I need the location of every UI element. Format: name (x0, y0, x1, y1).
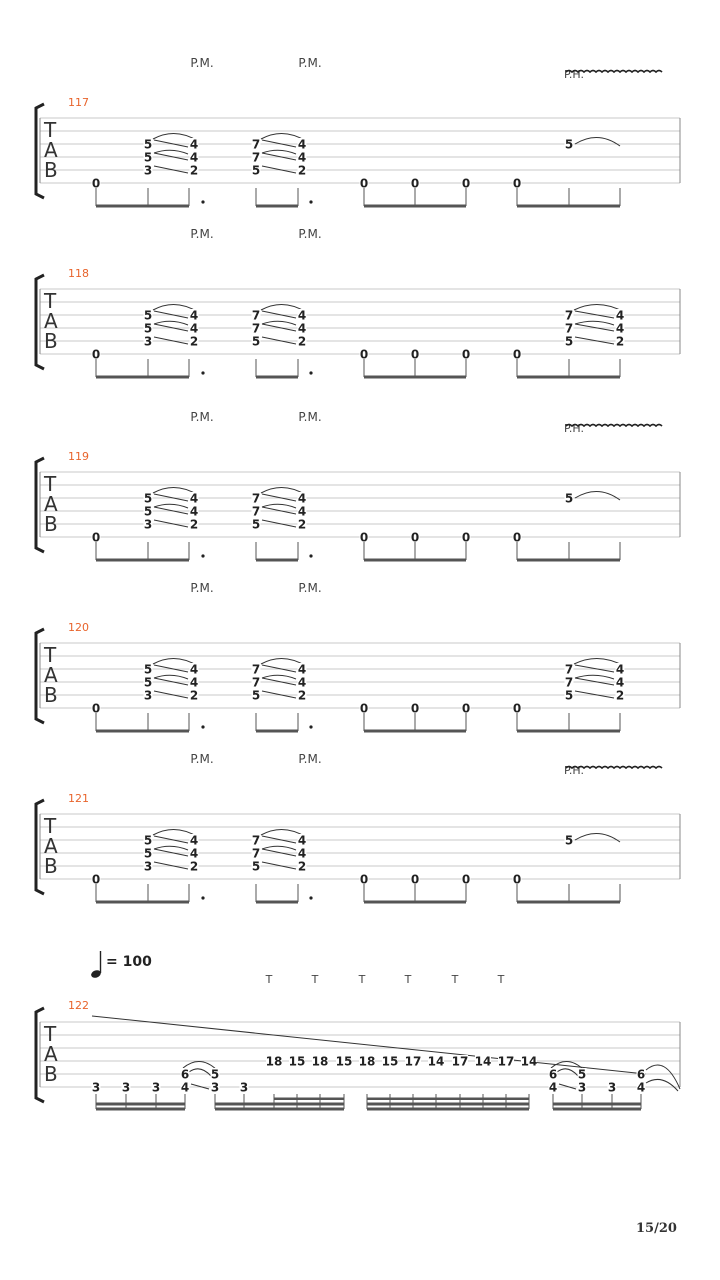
tie-arc (262, 150, 296, 154)
fret-number: 2 (189, 688, 199, 703)
fret-number: 15 (288, 1054, 306, 1069)
tie-arc (575, 321, 614, 325)
fret-number: 5 (564, 334, 574, 349)
beam (364, 205, 466, 208)
beam (256, 901, 298, 904)
rhythm-dot (201, 896, 204, 899)
pinch-harmonic-label: P.H. (564, 68, 584, 81)
fret-number: 0 (512, 530, 522, 545)
tap-label: T (358, 973, 366, 986)
fret-number: 3 (143, 688, 153, 703)
fret-number: 5 (577, 1067, 587, 1082)
fret-number: 4 (297, 321, 307, 336)
fret-number: 4 (548, 1080, 558, 1095)
fret-number: 3 (607, 1080, 617, 1095)
beam (256, 205, 298, 208)
rhythm-dot (201, 725, 204, 728)
tie-arc (154, 504, 188, 508)
fret-number: 0 (461, 701, 471, 716)
fret-number: 14 (520, 1054, 538, 1069)
tab-clef-letter: B (44, 683, 58, 707)
tab-clef-letter: A (44, 1042, 58, 1066)
fret-number: 3 (143, 163, 153, 178)
fret-number: 5 (210, 1067, 220, 1082)
fret-number: 6 (180, 1067, 190, 1082)
palm-mute-label: P.M. (298, 410, 322, 424)
fret-number: 7 (251, 308, 261, 323)
page-number: 15/20 (636, 1221, 677, 1236)
fret-number: 7 (251, 137, 261, 152)
rhythm-dot (201, 554, 204, 557)
fret-number: 0 (91, 347, 101, 362)
fret-number: 5 (143, 846, 153, 861)
beam (96, 1103, 185, 1106)
fret-number: 5 (251, 163, 261, 178)
beam (364, 376, 466, 379)
beam (256, 559, 298, 562)
rhythm-dot (309, 371, 312, 374)
fret-number: 4 (189, 833, 199, 848)
fret-number: 2 (297, 688, 307, 703)
fret-number: 5 (143, 504, 153, 519)
fret-number: 0 (461, 347, 471, 362)
beam (517, 559, 620, 562)
fret-number: 0 (91, 872, 101, 887)
fret-number: 0 (461, 530, 471, 545)
fret-number: 5 (564, 137, 574, 152)
tab-clef-letter: B (44, 158, 58, 182)
measure-number: 117 (68, 96, 89, 109)
fret-number: 4 (189, 137, 199, 152)
measure-number: 121 (68, 792, 89, 805)
fret-number: 4 (180, 1080, 190, 1095)
palm-mute-label: P.M. (298, 56, 322, 70)
fret-number: 5 (251, 859, 261, 874)
fret-number: 2 (615, 688, 625, 703)
fret-number: 5 (564, 833, 574, 848)
fret-number: 0 (410, 530, 420, 545)
measure-number: 118 (68, 267, 89, 280)
fret-number: 3 (91, 1080, 101, 1095)
fret-number: 5 (251, 688, 261, 703)
fret-number: 2 (297, 334, 307, 349)
tab-clef-letter: A (44, 492, 58, 516)
palm-mute-label: P.M. (298, 227, 322, 241)
tap-label: T (451, 973, 459, 986)
fret-number: 4 (636, 1080, 646, 1095)
fret-number: 5 (143, 675, 153, 690)
fret-number: 3 (210, 1080, 220, 1095)
fret-number: 3 (143, 859, 153, 874)
fret-number: 0 (512, 872, 522, 887)
fret-number: 4 (189, 846, 199, 861)
tab-clef-letter: A (44, 309, 58, 333)
fret-number: 0 (512, 701, 522, 716)
fret-number: 7 (251, 662, 261, 677)
beam (517, 730, 620, 733)
fret-number: 5 (251, 517, 261, 532)
measure-number: 119 (68, 450, 89, 463)
fret-number: 6 (548, 1067, 558, 1082)
fret-number: 5 (143, 833, 153, 848)
fret-number: 0 (410, 176, 420, 191)
tab-clef-letter: B (44, 512, 58, 536)
fret-number: 3 (143, 517, 153, 532)
beam (517, 901, 620, 904)
tie-arc (154, 150, 188, 154)
tie-arc (154, 846, 188, 850)
tab-clef-letter: T (44, 118, 57, 142)
fret-number: 4 (189, 308, 199, 323)
beam (215, 1108, 344, 1111)
fret-number: 4 (189, 675, 199, 690)
fret-number: 5 (143, 491, 153, 506)
palm-mute-label: P.M. (190, 581, 214, 595)
fret-number: 5 (564, 491, 574, 506)
fret-number: 7 (251, 846, 261, 861)
fret-number: 0 (359, 176, 369, 191)
fret-number: 4 (297, 137, 307, 152)
fret-number: 4 (615, 675, 625, 690)
tap-label: T (311, 973, 319, 986)
fret-number: 7 (251, 491, 261, 506)
palm-mute-label: P.M. (298, 581, 322, 595)
tab-clef-letter: T (44, 814, 57, 838)
beam (553, 1103, 641, 1106)
fret-number: 3 (239, 1080, 249, 1095)
rhythm-dot (201, 371, 204, 374)
fret-number: 4 (297, 491, 307, 506)
fret-number: 0 (461, 176, 471, 191)
fret-number: 0 (359, 872, 369, 887)
fret-number: 4 (297, 504, 307, 519)
fret-number: 4 (297, 150, 307, 165)
tie-arc (646, 1079, 678, 1091)
fret-number: 17 (451, 1054, 469, 1069)
tab-clef-letter: T (44, 643, 57, 667)
fret-number: 4 (297, 833, 307, 848)
palm-mute-label: P.M. (298, 752, 322, 766)
tab-clef-letter: T (44, 289, 57, 313)
fret-number: 0 (512, 176, 522, 191)
fret-number: 0 (91, 176, 101, 191)
tab-clef-letter: T (44, 472, 57, 496)
tie-arc (557, 1069, 578, 1076)
fret-number: 4 (189, 150, 199, 165)
fret-number: 6 (636, 1067, 646, 1082)
palm-mute-label: P.M. (190, 227, 214, 241)
beam (364, 559, 466, 562)
tie-arc (154, 675, 188, 679)
beam (517, 376, 620, 379)
fret-number: 7 (251, 150, 261, 165)
tie-arc (154, 321, 188, 325)
fret-number: 7 (251, 504, 261, 519)
beam (96, 376, 189, 379)
beam (256, 730, 298, 733)
fret-number: 7 (251, 675, 261, 690)
tab-clef-letter: B (44, 329, 58, 353)
fret-number: 7 (564, 321, 574, 336)
tie-arc (189, 1069, 211, 1076)
beam (553, 1108, 641, 1111)
fret-number: 4 (297, 675, 307, 690)
fret-number: 4 (189, 662, 199, 677)
fret-number: 5 (143, 137, 153, 152)
fret-number: 4 (189, 321, 199, 336)
tie-arc (262, 321, 296, 325)
fret-number: 4 (189, 491, 199, 506)
rhythm-dot (309, 554, 312, 557)
palm-mute-label: P.M. (190, 752, 214, 766)
fret-number: 3 (151, 1080, 161, 1095)
fret-number: 15 (335, 1054, 353, 1069)
tab-clef-letter: T (44, 1022, 57, 1046)
fret-number: 2 (297, 163, 307, 178)
fret-number: 2 (189, 334, 199, 349)
beam (364, 901, 466, 904)
beam (215, 1103, 344, 1106)
fret-number: 2 (189, 163, 199, 178)
fret-number: 0 (359, 347, 369, 362)
fret-number: 17 (497, 1054, 515, 1069)
beam (96, 901, 189, 904)
tab-clef-letter: B (44, 1062, 58, 1086)
beam (96, 1108, 185, 1111)
beam (367, 1103, 529, 1106)
tie-arc (575, 833, 620, 842)
tie-arc (646, 1065, 680, 1089)
tie-arc (262, 675, 296, 679)
tie-arc (575, 137, 620, 146)
fret-number: 5 (143, 321, 153, 336)
fret-number: 5 (251, 334, 261, 349)
rhythm-dot (201, 200, 204, 203)
fret-number: 3 (121, 1080, 131, 1095)
tab-clef-letter: A (44, 138, 58, 162)
palm-mute-label: P.M. (190, 56, 214, 70)
fret-number: 0 (512, 347, 522, 362)
fret-number: 14 (474, 1054, 492, 1069)
fret-number: 2 (297, 859, 307, 874)
fret-number: 0 (410, 347, 420, 362)
fret-number: 4 (615, 321, 625, 336)
fret-number: 3 (143, 334, 153, 349)
fret-number: 7 (251, 321, 261, 336)
tap-label: T (404, 973, 412, 986)
fret-number: 4 (297, 308, 307, 323)
fret-number: 7 (564, 662, 574, 677)
fret-number: 7 (564, 308, 574, 323)
rhythm-dot (309, 725, 312, 728)
tie-arc (575, 675, 614, 679)
fret-number: 5 (143, 308, 153, 323)
beam (367, 1098, 529, 1101)
fret-number: 0 (91, 530, 101, 545)
beam (256, 376, 298, 379)
fret-number: 0 (91, 701, 101, 716)
tab-clef-letter: A (44, 834, 58, 858)
fret-number: 0 (359, 530, 369, 545)
beam (96, 559, 189, 562)
pinch-harmonic-label: P.H. (564, 422, 584, 435)
beam (274, 1098, 344, 1101)
rhythm-dot (309, 896, 312, 899)
fret-number: 17 (404, 1054, 422, 1069)
fret-number: 2 (615, 334, 625, 349)
fret-number: 4 (297, 846, 307, 861)
fret-number: 0 (410, 701, 420, 716)
fret-number: 7 (251, 833, 261, 848)
beam (367, 1108, 529, 1111)
fret-number: 0 (359, 701, 369, 716)
fret-number: 14 (427, 1054, 445, 1069)
fret-number: 5 (143, 662, 153, 677)
fret-number: 18 (265, 1054, 283, 1069)
fret-number: 7 (564, 675, 574, 690)
tab-clef-letter: B (44, 854, 58, 878)
fret-number: 4 (297, 662, 307, 677)
beam (96, 205, 189, 208)
rhythm-dot (309, 200, 312, 203)
fret-number: 2 (189, 517, 199, 532)
beam (517, 205, 620, 208)
fret-number: 0 (461, 872, 471, 887)
fret-number: 18 (311, 1054, 329, 1069)
tap-label: T (265, 973, 273, 986)
fret-number: 5 (143, 150, 153, 165)
tap-label: T (497, 973, 505, 986)
tie-arc (575, 491, 620, 500)
palm-mute-label: P.M. (190, 410, 214, 424)
measure-number: 122 (68, 999, 89, 1012)
fret-number: 3 (577, 1080, 587, 1095)
tie-arc (262, 504, 296, 508)
fret-number: 2 (189, 859, 199, 874)
fret-number: 5 (564, 688, 574, 703)
fret-number: 2 (297, 517, 307, 532)
pinch-harmonic-label: P.H. (564, 764, 584, 777)
fret-number: 0 (410, 872, 420, 887)
tab-clef-letter: A (44, 663, 58, 687)
measure-number: 120 (68, 621, 89, 634)
fret-number: 15 (381, 1054, 399, 1069)
beam (364, 730, 466, 733)
tempo-marking: = 100 (106, 954, 152, 970)
fret-number: 4 (189, 504, 199, 519)
fret-number: 18 (358, 1054, 376, 1069)
fret-number: 4 (615, 662, 625, 677)
fret-number: 4 (615, 308, 625, 323)
beam (96, 730, 189, 733)
tie-arc (262, 846, 296, 850)
